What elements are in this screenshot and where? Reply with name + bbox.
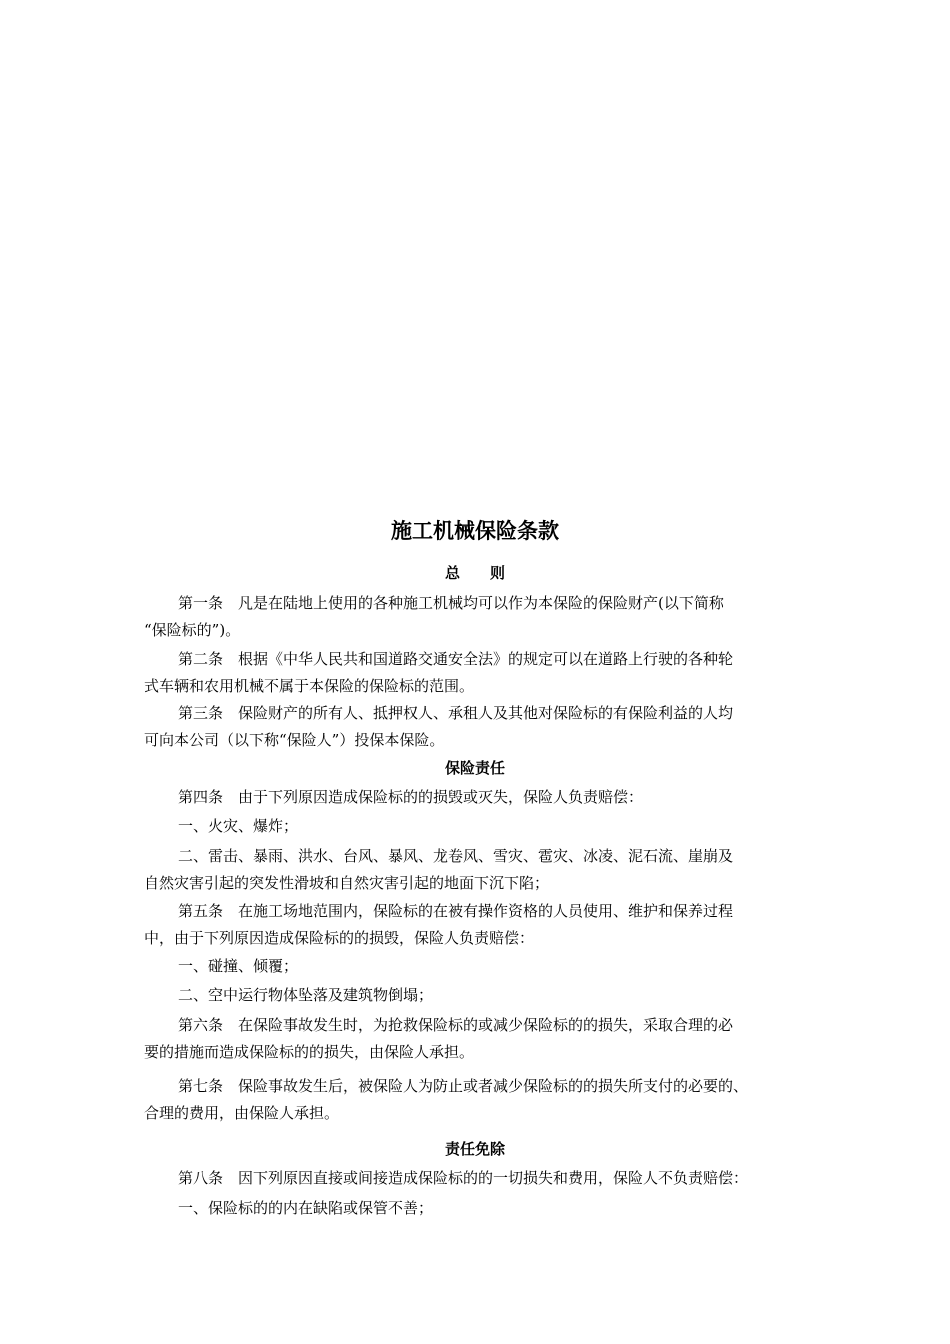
article-4-item-1: [144, 813, 816, 840]
article-5: [144, 898, 816, 952]
article-3-line-1: 第三条 保险财产的所有人、抵押权人、承租人及其他对保险标的有保险利益的人均: [178, 704, 734, 722]
article-4-line-1: 第四条 由于下列原因造成保险标的的损毁或灭失，保险人负责赔偿：: [178, 788, 644, 806]
article-4-item-2-line-2: 自然灾害引起的突发性滑坡和自然灾害引起的地面下沉下陷；: [144, 874, 550, 892]
article-5-item-1-line-1: 一、碰撞、倾覆；: [178, 957, 299, 975]
article-7-line-2: 合理的费用，由保险人承担。: [144, 1104, 340, 1122]
document-title: 施工机械保险条款: [391, 519, 559, 543]
article-5-item-1: [144, 953, 816, 980]
article-4-item-1-line-1: 一、火灾、爆炸；: [178, 817, 299, 835]
article-8: [144, 1165, 816, 1192]
article-2: [144, 646, 816, 700]
article-1-line-1: 第一条 凡是在陆地上使用的各种施工机械均可以作为本保险的保险财产(以下简称: [178, 594, 724, 612]
section-heading-exclusions: 责任免除: [444, 1140, 505, 1158]
article-1: [144, 590, 816, 644]
section-heading-liability: 保险责任: [444, 759, 505, 777]
article-1-line-2: “保险标的”)。: [144, 621, 241, 639]
article-3-line-2: 可向本公司（以下称“保险人”）投保本保险。: [144, 731, 445, 749]
article-4: [144, 784, 816, 811]
article-5-line-1: 第五条 在施工场地范围内，保险标的在被有操作资格的人员使用、维护和保养过程: [178, 902, 734, 920]
article-7: [144, 1073, 816, 1127]
article-2-line-1: 第二条 根据《中华人民共和国道路交通安全法》的规定可以在道路上行驶的各种轮: [178, 650, 734, 668]
article-5-item-2-line-1: 二、空中运行物体坠落及建筑物倒塌；: [178, 986, 434, 1004]
article-5-line-2: 中，由于下列原因造成保险标的的损毁，保险人负责赔偿：: [144, 929, 535, 947]
article-7-line-1: 第七条 保险事故发生后，被保险人为防止或者减少保险标的的损失所支付的必要的、: [178, 1077, 749, 1095]
article-8-item-1-line-1: 一、保险标的的内在缺陷或保管不善；: [178, 1199, 434, 1217]
article-8-item-1: [144, 1195, 816, 1222]
article-5-item-2: [144, 982, 816, 1009]
article-3: [144, 700, 816, 754]
article-2-line-2: 式车辆和农用机械不属于本保险的保险标的范围。: [144, 677, 475, 695]
article-6: [144, 1012, 816, 1066]
section-heading-general: 总 则: [444, 564, 505, 582]
article-4-item-2: [144, 843, 816, 897]
article-6-line-1: 第六条 在保险事故发生时，为抢救保险标的或减少保险标的的损失，采取合理的必: [178, 1016, 734, 1034]
article-4-item-2-line-1: 二、雷击、暴雨、洪水、台风、暴风、龙卷风、雪灾、雹灾、冰凌、泥石流、崖崩及: [178, 847, 734, 865]
article-8-line-1: 第八条 因下列原因直接或间接造成保险标的的一切损失和费用，保险人不负责赔偿：: [178, 1169, 749, 1187]
article-6-line-2: 要的措施而造成保险标的的损失，由保险人承担。: [144, 1043, 475, 1061]
